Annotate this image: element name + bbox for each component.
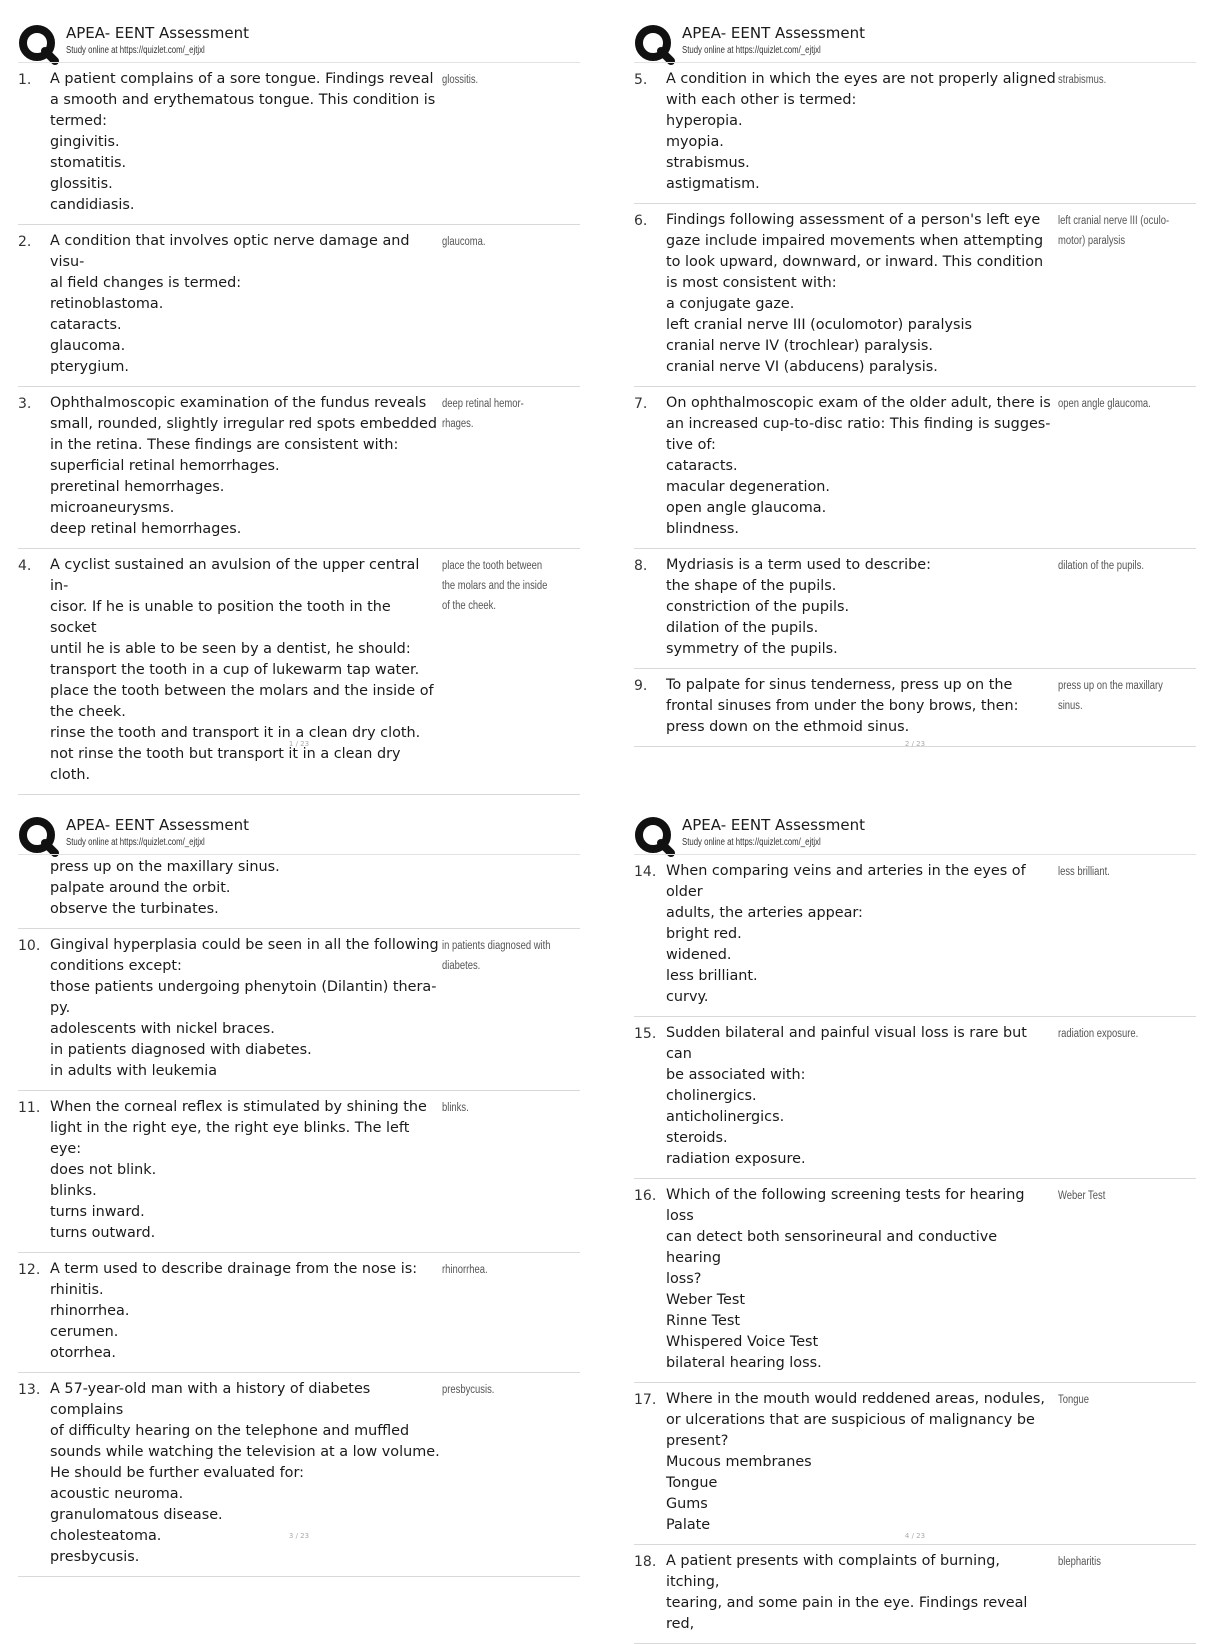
question-line: the cheek. <box>50 704 126 720</box>
question-line: Whispered Voice Test <box>666 1334 819 1350</box>
question-line: radiation exposure. <box>666 1151 806 1167</box>
question-line: superficial retinal hemorrhages. <box>50 458 280 474</box>
question-card <box>634 669 1196 747</box>
question-line: bright red. <box>666 926 742 942</box>
answer-line: the molars and the inside <box>442 580 548 592</box>
question-card <box>18 387 580 549</box>
question-text <box>50 1259 440 1364</box>
question-card <box>18 549 580 795</box>
page-3 <box>18 810 580 1570</box>
answer-line: strabismus. <box>1058 74 1107 86</box>
page-header <box>18 18 580 62</box>
question-card <box>634 549 1196 669</box>
question-line: dilation of the pupils. <box>666 620 819 636</box>
answer-line: radiation exposure. <box>1058 1028 1139 1040</box>
question-line: not rinse the tooth but transport it in a clean dry cloth. <box>50 746 401 783</box>
question-line: microaneurysms. <box>50 500 175 516</box>
question-line: strabismus. <box>666 155 750 171</box>
question-text <box>50 69 440 216</box>
answer-line: Weber Test <box>1058 1190 1106 1202</box>
answer-line: Tongue <box>1058 1394 1089 1406</box>
question-line: tearing, and some pain in the eye. Findings reveal red, <box>666 1595 1028 1632</box>
question-line: can detect both sensorineural and conductive hearing <box>666 1229 998 1266</box>
quizlet-logo-icon <box>18 24 58 64</box>
question-card <box>18 1253 580 1373</box>
question-line: the shape of the pupils. <box>666 578 837 594</box>
answer-text <box>442 1260 555 1280</box>
question-line: does not blink. <box>50 1162 157 1178</box>
question-number: 5. <box>634 72 648 88</box>
question-line: steroids. <box>666 1130 728 1146</box>
question-card <box>18 225 580 387</box>
question-number: 17. <box>634 1392 657 1408</box>
answer-line: of the cheek. <box>442 600 497 612</box>
question-number: 16. <box>634 1188 657 1204</box>
page-4 <box>634 810 1196 1632</box>
question-line: symmetry of the pupils. <box>666 641 838 657</box>
page-number: 1 / 23 <box>288 740 310 748</box>
question-line: Which of the following screening tests for hearing loss <box>666 1187 1025 1224</box>
question-text <box>50 231 440 378</box>
question-line: or ulcerations that are suspicious of malignancy be <box>666 1412 1035 1428</box>
question-line: cerumen. <box>50 1324 119 1340</box>
question-line: sounds while watching the television at a low volume. <box>50 1444 440 1460</box>
answer-line: press up on the maxillary <box>1058 680 1163 692</box>
question-line: cranial nerve VI (abducens) paralysis. <box>666 359 938 375</box>
answer-line: left cranial nerve III (oculo- <box>1058 215 1170 227</box>
study-link[interactable]: Study online at https://quizlet.com/_ejtjxl <box>66 45 205 56</box>
question-line: rhinitis. <box>50 1282 104 1298</box>
question-line: cholinergics. <box>666 1088 757 1104</box>
question-card <box>634 1017 1196 1179</box>
question-line: to look upward, downward, or inward. This condition <box>666 254 1044 270</box>
question-list <box>18 63 580 795</box>
question-line: rhinorrhea. <box>50 1303 130 1319</box>
question-line: Tongue <box>666 1475 718 1491</box>
question-line: widened. <box>666 947 732 963</box>
answer-text <box>442 1380 555 1400</box>
question-text <box>50 857 440 920</box>
answer-text <box>1058 1024 1171 1044</box>
answer-line: rhages. <box>442 418 474 430</box>
question-line: Mucous membranes <box>666 1454 812 1470</box>
answer-line: blepharitis <box>1058 1556 1101 1568</box>
answer-text <box>1058 211 1171 251</box>
page-header <box>634 810 1196 854</box>
question-line: in adults with leukemia <box>50 1063 218 1079</box>
question-text <box>666 69 1056 195</box>
question-line: turns inward. <box>50 1204 145 1220</box>
answer-line: in patients diagnosed with <box>442 940 551 952</box>
question-line: anticholinergics. <box>666 1109 785 1125</box>
question-line: Findings following assessment of a person's left eye <box>666 212 1041 228</box>
question-line: in patients diagnosed with diabetes. <box>50 1042 312 1058</box>
question-list <box>18 855 580 1577</box>
question-line: turns outward. <box>50 1225 156 1241</box>
question-line: pterygium. <box>50 359 129 375</box>
question-line: A condition that involves optic nerve damage and visu- <box>50 233 410 270</box>
question-line: observe the turbinates. <box>50 901 219 917</box>
question-text <box>666 1185 1056 1374</box>
question-line: a smooth and erythematous tongue. This condition is <box>50 92 436 108</box>
answer-line: blinks. <box>442 1102 469 1114</box>
question-card <box>634 387 1196 549</box>
document-title: APEA- EENT Assessment <box>682 816 865 834</box>
question-number: 6. <box>634 213 648 229</box>
question-line: A condition in which the eyes are not properly aligned <box>666 71 1056 87</box>
question-line: preretinal hemorrhages. <box>50 479 225 495</box>
page-number: 2 / 23 <box>904 740 926 748</box>
question-line: cranial nerve IV (trochlear) paralysis. <box>666 338 933 354</box>
page-2 <box>634 18 1196 778</box>
question-line: adolescents with nickel braces. <box>50 1021 275 1037</box>
question-line: Weber Test <box>666 1292 746 1308</box>
question-line: deep retinal hemorrhages. <box>50 521 242 537</box>
question-line: place the tooth between the molars and the inside of <box>50 683 434 699</box>
question-list <box>634 63 1196 747</box>
answer-text <box>442 1098 555 1118</box>
question-line: hyperopia. <box>666 113 743 129</box>
answer-line: glossitis. <box>442 74 479 86</box>
question-line: termed: <box>50 113 108 129</box>
question-line: adults, the arteries appear: <box>666 905 863 921</box>
question-line: Palate <box>666 1517 711 1533</box>
question-line: bilateral hearing loss. <box>666 1355 822 1371</box>
answer-line: place the tooth between <box>442 560 543 572</box>
question-number: 10. <box>18 938 41 954</box>
question-line: glossitis. <box>50 176 113 192</box>
question-line: Ophthalmoscopic examination of the fundus reveals <box>50 395 427 411</box>
question-line: retinoblastoma. <box>50 296 164 312</box>
question-card <box>634 1179 1196 1383</box>
question-number: 3. <box>18 396 32 412</box>
quizlet-logo-icon <box>634 816 674 856</box>
question-line: press up on the maxillary sinus. <box>50 859 280 875</box>
answer-text <box>1058 862 1171 882</box>
question-number: 8. <box>634 558 648 574</box>
question-text <box>666 861 1056 1008</box>
question-line: be associated with: <box>666 1067 806 1083</box>
question-line: A patient presents with complaints of burning, itching, <box>666 1553 1000 1590</box>
question-line: of difficulty hearing on the telephone and muffled <box>50 1423 410 1439</box>
question-text <box>666 210 1056 378</box>
answer-line: presbycusis. <box>442 1384 495 1396</box>
question-line: press down on the ethmoid sinus. <box>666 719 910 735</box>
study-link[interactable]: Study online at https://quizlet.com/_ejtjxl <box>682 837 821 848</box>
answer-line: dilation of the pupils. <box>1058 560 1144 572</box>
question-line: loss? <box>666 1271 702 1287</box>
document-title: APEA- EENT Assessment <box>682 24 865 42</box>
answer-line: motor) paralysis <box>1058 235 1126 247</box>
question-card <box>634 1545 1196 1644</box>
question-card <box>18 63 580 225</box>
question-line: blinks. <box>50 1183 97 1199</box>
question-line: curvy. <box>666 989 709 1005</box>
question-line: a conjugate gaze. <box>666 296 795 312</box>
question-line: astigmatism. <box>666 176 760 192</box>
answer-text <box>1058 1186 1171 1206</box>
question-number: 14. <box>634 864 657 880</box>
answer-line: rhinorrhea. <box>442 1264 488 1276</box>
question-card <box>634 855 1196 1017</box>
question-number: 2. <box>18 234 32 250</box>
question-number: 7. <box>634 396 648 412</box>
question-line: When the corneal reflex is stimulated by shining the <box>50 1099 427 1115</box>
question-line: cisor. If he is unable to position the tooth in the socket <box>50 599 391 636</box>
question-line: On ophthalmoscopic exam of the older adult, there is <box>666 395 1051 411</box>
question-line: al field changes is termed: <box>50 275 242 291</box>
answer-line: less brilliant. <box>1058 866 1110 878</box>
question-line: an increased cup-to-disc ratio: This finding is sugges- <box>666 416 1051 432</box>
question-text <box>50 935 440 1082</box>
document-title: APEA- EENT Assessment <box>66 816 249 834</box>
document-title: APEA- EENT Assessment <box>66 24 249 42</box>
question-line: present? <box>666 1433 729 1449</box>
question-line: otorrhea. <box>50 1345 116 1361</box>
question-text <box>666 555 1056 660</box>
question-line: constriction of the pupils. <box>666 599 850 615</box>
question-continuation <box>18 855 580 929</box>
answer-line: open angle glaucoma. <box>1058 398 1151 410</box>
answer-text <box>1058 676 1171 716</box>
study-link[interactable]: Study online at https://quizlet.com/_ejtjxl <box>66 837 205 848</box>
question-line: py. <box>50 1000 71 1016</box>
question-text <box>666 1389 1056 1536</box>
question-line: in the retina. These findings are consistent with: <box>50 437 399 453</box>
question-line: A 57-year-old man with a history of diabetes complains <box>50 1381 371 1418</box>
question-number: 11. <box>18 1100 41 1116</box>
answer-text <box>1058 556 1171 576</box>
question-card <box>18 1091 580 1253</box>
question-line: with each other is termed: <box>666 92 857 108</box>
question-text <box>50 1097 440 1244</box>
question-text <box>666 1023 1056 1170</box>
question-line: frontal sinuses from under the bony brows, then: <box>666 698 1019 714</box>
question-line: Sudden bilateral and painful visual loss is rare but can <box>666 1025 1027 1062</box>
question-number: 18. <box>634 1554 657 1570</box>
question-text <box>50 555 440 786</box>
question-line: transport the tooth in a cup of lukewarm tap water. <box>50 662 420 678</box>
question-text <box>666 675 1056 738</box>
question-card <box>634 63 1196 204</box>
page-1 <box>18 18 580 783</box>
question-line: acoustic neuroma. <box>50 1486 184 1502</box>
question-line: blindness. <box>666 521 739 537</box>
question-list <box>634 855 1196 1644</box>
question-line: myopia. <box>666 134 724 150</box>
page-header <box>18 810 580 854</box>
question-line: A term used to describe drainage from the nose is: <box>50 1261 418 1277</box>
question-line: glaucoma. <box>50 338 126 354</box>
question-line: To palpate for sinus tenderness, press up on the <box>666 677 1013 693</box>
question-line: Gingival hyperplasia could be seen in all the following <box>50 937 439 953</box>
answer-text <box>1058 70 1171 90</box>
question-line: light in the right eye, the right eye blinks. The left eye: <box>50 1120 410 1157</box>
question-line: When comparing veins and arteries in the eyes of older <box>666 863 1026 900</box>
question-card <box>634 1383 1196 1545</box>
page-number: 4 / 23 <box>904 1532 926 1540</box>
answer-text <box>442 232 555 252</box>
question-line: palpate around the orbit. <box>50 880 231 896</box>
answer-text <box>1058 394 1171 414</box>
answer-line: glaucoma. <box>442 236 486 248</box>
answer-text <box>1058 1552 1171 1572</box>
question-line: cataracts. <box>666 458 738 474</box>
question-line: Rinne Test <box>666 1313 741 1329</box>
question-line: is most consistent with: <box>666 275 837 291</box>
question-line: small, rounded, slightly irregular red spots embedded <box>50 416 437 432</box>
question-line: Mydriasis is a term used to describe: <box>666 557 931 573</box>
question-number: 9. <box>634 678 648 694</box>
question-line: gaze include impaired movements when attempting <box>666 233 1044 249</box>
question-line: rinse the tooth and transport it in a clean dry cloth. <box>50 725 421 741</box>
question-number: 15. <box>634 1026 657 1042</box>
quizlet-logo-icon <box>634 24 674 64</box>
question-line: less brilliant. <box>666 968 758 984</box>
question-line: candidiasis. <box>50 197 135 213</box>
answer-text <box>442 556 555 616</box>
question-line: those patients undergoing phenytoin (Dilantin) thera- <box>50 979 437 995</box>
answer-text <box>1058 1390 1171 1410</box>
question-number: 12. <box>18 1262 41 1278</box>
question-text <box>666 1551 1056 1635</box>
question-line: cataracts. <box>50 317 122 333</box>
question-line: cholesteatoma. <box>50 1528 162 1544</box>
question-line: tive of: <box>666 437 716 453</box>
question-line: He should be further evaluated for: <box>50 1465 304 1481</box>
question-text <box>50 393 440 540</box>
question-number: 1. <box>18 72 32 88</box>
question-line: Where in the mouth would reddened areas, nodules, <box>666 1391 1045 1407</box>
question-number: 13. <box>18 1382 41 1398</box>
question-line: stomatitis. <box>50 155 127 171</box>
question-line: granulomatous disease. <box>50 1507 223 1523</box>
question-line: conditions except: <box>50 958 182 974</box>
question-number: 4. <box>18 558 32 574</box>
answer-line: diabetes. <box>442 960 481 972</box>
answer-line: deep retinal hemor- <box>442 398 524 410</box>
question-line: until he is able to be seen by a dentist, he should: <box>50 641 411 657</box>
question-line: gingivitis. <box>50 134 120 150</box>
question-line: A patient complains of a sore tongue. Findings reveal <box>50 71 434 87</box>
study-link[interactable]: Study online at https://quizlet.com/_ejtjxl <box>682 45 821 56</box>
question-text <box>666 393 1056 540</box>
answer-text <box>442 936 555 976</box>
question-line: Gums <box>666 1496 708 1512</box>
quizlet-logo-icon <box>18 816 58 856</box>
question-card <box>18 1373 580 1577</box>
page-number: 3 / 23 <box>288 1532 310 1540</box>
question-line: left cranial nerve III (oculomotor) paralysis <box>666 317 973 333</box>
question-line: open angle glaucoma. <box>666 500 827 516</box>
answer-text <box>442 394 555 434</box>
question-line: A cyclist sustained an avulsion of the upper central in- <box>50 557 420 594</box>
question-card <box>634 204 1196 387</box>
answer-text <box>442 70 555 90</box>
question-line: macular degeneration. <box>666 479 831 495</box>
page-header <box>634 18 1196 62</box>
answer-line: sinus. <box>1058 700 1083 712</box>
question-line: presbycusis. <box>50 1549 140 1565</box>
question-card <box>18 929 580 1091</box>
